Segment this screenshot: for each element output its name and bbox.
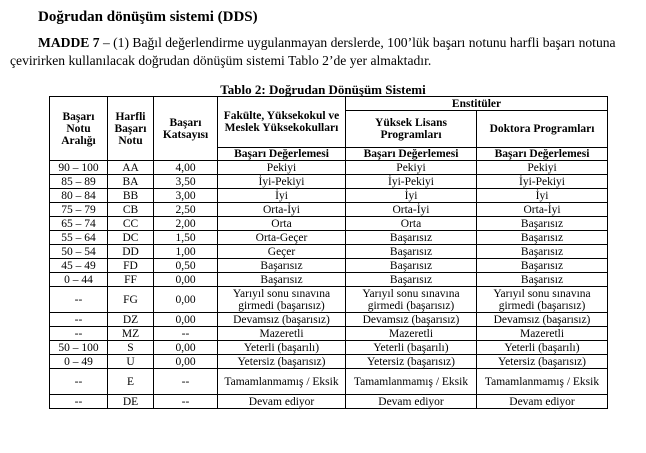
cell-faculty: Devamsız (başarısız)	[218, 313, 346, 327]
cell-coefficient: 0,00	[154, 287, 218, 313]
cell-masters: Pekiyi	[346, 161, 477, 175]
cell-letter: CB	[108, 203, 154, 217]
cell-faculty: Mazeretli	[218, 327, 346, 341]
cell-doctorate: Başarısız	[477, 231, 608, 245]
cell-letter: BB	[108, 189, 154, 203]
header-evaluation-masters: Başarı Değerlemesi	[346, 148, 477, 161]
header-evaluation-doctorate: Başarı Değerlemesi	[477, 148, 608, 161]
cell-doctorate: Başarısız	[477, 273, 608, 287]
cell-faculty: Devam ediyor	[218, 395, 346, 409]
cell-range: 45 – 49	[50, 259, 108, 273]
article-text-end: ’de yer almaktadır.	[328, 53, 432, 68]
cell-range: 0 – 49	[50, 355, 108, 369]
cell-coefficient: 2,50	[154, 203, 218, 217]
cell-doctorate: Başarısız	[477, 217, 608, 231]
cell-masters: Başarısız	[346, 245, 477, 259]
cell-faculty: Başarısız	[218, 273, 346, 287]
cell-doctorate: Mazeretli	[477, 327, 608, 341]
cell-faculty: Geçer	[218, 245, 346, 259]
cell-masters: Yetersiz (başarısız)	[346, 355, 477, 369]
table-row	[50, 341, 608, 355]
cell-letter: S	[108, 341, 154, 355]
table-row	[50, 217, 608, 231]
cell-range: --	[50, 313, 108, 327]
cell-coefficient: 3,50	[154, 175, 218, 189]
header-masters: Yüksek Lisans Programları	[346, 111, 477, 148]
cell-coefficient: 2,00	[154, 217, 218, 231]
table-row	[50, 245, 608, 259]
cell-range: --	[50, 287, 108, 313]
cell-range: 50 – 100	[50, 341, 108, 355]
cell-faculty: Yarıyıl sonu sınavına girmedi (başarısız)	[218, 287, 346, 313]
article-paragraph	[10, 34, 638, 70]
cell-letter: DE	[108, 395, 154, 409]
cell-masters: Başarısız	[346, 273, 477, 287]
cell-letter: CC	[108, 217, 154, 231]
cell-range: --	[50, 327, 108, 341]
header-institutes: Enstitüler	[346, 97, 608, 111]
header-faculty: Fakülte, Yüksekokul ve Meslek Yüksekokulları	[218, 97, 346, 148]
cell-range: 80 – 84	[50, 189, 108, 203]
cell-coefficient: 4,00	[154, 161, 218, 175]
cell-faculty: Orta-İyi	[218, 203, 346, 217]
cell-masters: Mazeretli	[346, 327, 477, 341]
conversion-table	[49, 96, 608, 409]
table-caption: Tablo 2: Doğrudan Dönüşüm Sistemi	[220, 82, 426, 97]
cell-coefficient: 1,00	[154, 245, 218, 259]
cell-masters: Yarıyıl sonu sınavına girmedi (başarısız)	[346, 287, 477, 313]
cell-faculty: Tamamlanmamış / Eksik	[218, 369, 346, 395]
header-letter-grade: Harfli Başarı Notu	[108, 97, 154, 161]
cell-masters: İyi	[346, 189, 477, 203]
cell-masters: Orta-İyi	[346, 203, 477, 217]
cell-masters: Orta	[346, 217, 477, 231]
cell-range: 50 – 54	[50, 245, 108, 259]
cell-faculty: Orta	[218, 217, 346, 231]
cell-faculty: Yeterli (başarılı)	[218, 341, 346, 355]
cell-doctorate: Başarısız	[477, 259, 608, 273]
cell-doctorate: Yetersiz (başarısız)	[477, 355, 608, 369]
cell-coefficient: 0,00	[154, 273, 218, 287]
table-row	[50, 313, 608, 327]
cell-letter: U	[108, 355, 154, 369]
cell-letter: BA	[108, 175, 154, 189]
cell-coefficient: 1,50	[154, 231, 218, 245]
table-row	[50, 355, 608, 369]
cell-faculty: Orta-Geçer	[218, 231, 346, 245]
cell-masters: Devamsız (başarısız)	[346, 313, 477, 327]
cell-doctorate: Başarısız	[477, 245, 608, 259]
cell-coefficient: 0,00	[154, 341, 218, 355]
cell-letter: DZ	[108, 313, 154, 327]
cell-coefficient: 3,00	[154, 189, 218, 203]
article-text: – (1) Bağıl değerlendirme uygulanmayan derslerde, 100’lük başarı notunu harfli başarı notuna çevirirken kullanılacak doğrudan dönüşüm sistemi	[10, 35, 616, 68]
table-row	[50, 273, 608, 287]
table-row	[50, 203, 608, 217]
cell-coefficient: 0,00	[154, 355, 218, 369]
cell-doctorate: İyi-Pekiyi	[477, 175, 608, 189]
cell-masters: Devam ediyor	[346, 395, 477, 409]
cell-letter: AA	[108, 161, 154, 175]
table-row	[50, 259, 608, 273]
cell-doctorate: Yarıyıl sonu sınavına girmedi (başarısız)	[477, 287, 608, 313]
cell-range: 0 – 44	[50, 273, 108, 287]
cell-coefficient: --	[154, 327, 218, 341]
cell-masters: Tamamlanmamış / Eksik	[346, 369, 477, 395]
article-label: MADDE 7	[38, 35, 100, 50]
cell-range: 90 – 100	[50, 161, 108, 175]
header-evaluation-faculty: Başarı Değerlemesi	[218, 148, 346, 161]
table-row	[50, 327, 608, 341]
cell-letter: DD	[108, 245, 154, 259]
table-row	[50, 161, 608, 175]
cell-doctorate: İyi	[477, 189, 608, 203]
section-heading: Doğrudan dönüşüm sistemi (DDS)	[38, 9, 258, 25]
cell-doctorate: Tamamlanmamış / Eksik	[477, 369, 608, 395]
header-score-range: Başarı Notu Aralığı	[50, 97, 108, 161]
cell-letter: FF	[108, 273, 154, 287]
cell-range: --	[50, 395, 108, 409]
cell-doctorate: Yeterli (başarılı)	[477, 341, 608, 355]
cell-doctorate: Pekiyi	[477, 161, 608, 175]
header-coefficient: Başarı Katsayısı	[154, 97, 218, 161]
cell-range: 55 – 64	[50, 231, 108, 245]
table-reference: Tablo 2	[287, 53, 329, 68]
cell-coefficient: --	[154, 395, 218, 409]
header-doctorate: Doktora Programları	[477, 111, 608, 148]
cell-masters: Başarısız	[346, 231, 477, 245]
cell-letter: E	[108, 369, 154, 395]
table-row	[50, 287, 608, 313]
cell-range: --	[50, 369, 108, 395]
table-row	[50, 231, 608, 245]
cell-letter: DC	[108, 231, 154, 245]
cell-coefficient: --	[154, 369, 218, 395]
table-row	[50, 175, 608, 189]
cell-range: 85 – 89	[50, 175, 108, 189]
table-row	[50, 189, 608, 203]
cell-letter: FD	[108, 259, 154, 273]
cell-faculty: İyi-Pekiyi	[218, 175, 346, 189]
table-row	[50, 369, 608, 395]
cell-letter: MZ	[108, 327, 154, 341]
cell-faculty: Pekiyi	[218, 161, 346, 175]
cell-coefficient: 0,50	[154, 259, 218, 273]
cell-masters: Başarısız	[346, 259, 477, 273]
cell-range: 75 – 79	[50, 203, 108, 217]
cell-doctorate: Orta-İyi	[477, 203, 608, 217]
table-row	[50, 395, 608, 409]
cell-letter: FG	[108, 287, 154, 313]
cell-coefficient: 0,00	[154, 313, 218, 327]
cell-faculty: Başarısız	[218, 259, 346, 273]
cell-masters: İyi-Pekiyi	[346, 175, 477, 189]
cell-range: 65 – 74	[50, 217, 108, 231]
cell-doctorate: Devam ediyor	[477, 395, 608, 409]
cell-masters: Yeterli (başarılı)	[346, 341, 477, 355]
cell-faculty: Yetersiz (başarısız)	[218, 355, 346, 369]
cell-faculty: İyi	[218, 189, 346, 203]
cell-doctorate: Devamsız (başarısız)	[477, 313, 608, 327]
